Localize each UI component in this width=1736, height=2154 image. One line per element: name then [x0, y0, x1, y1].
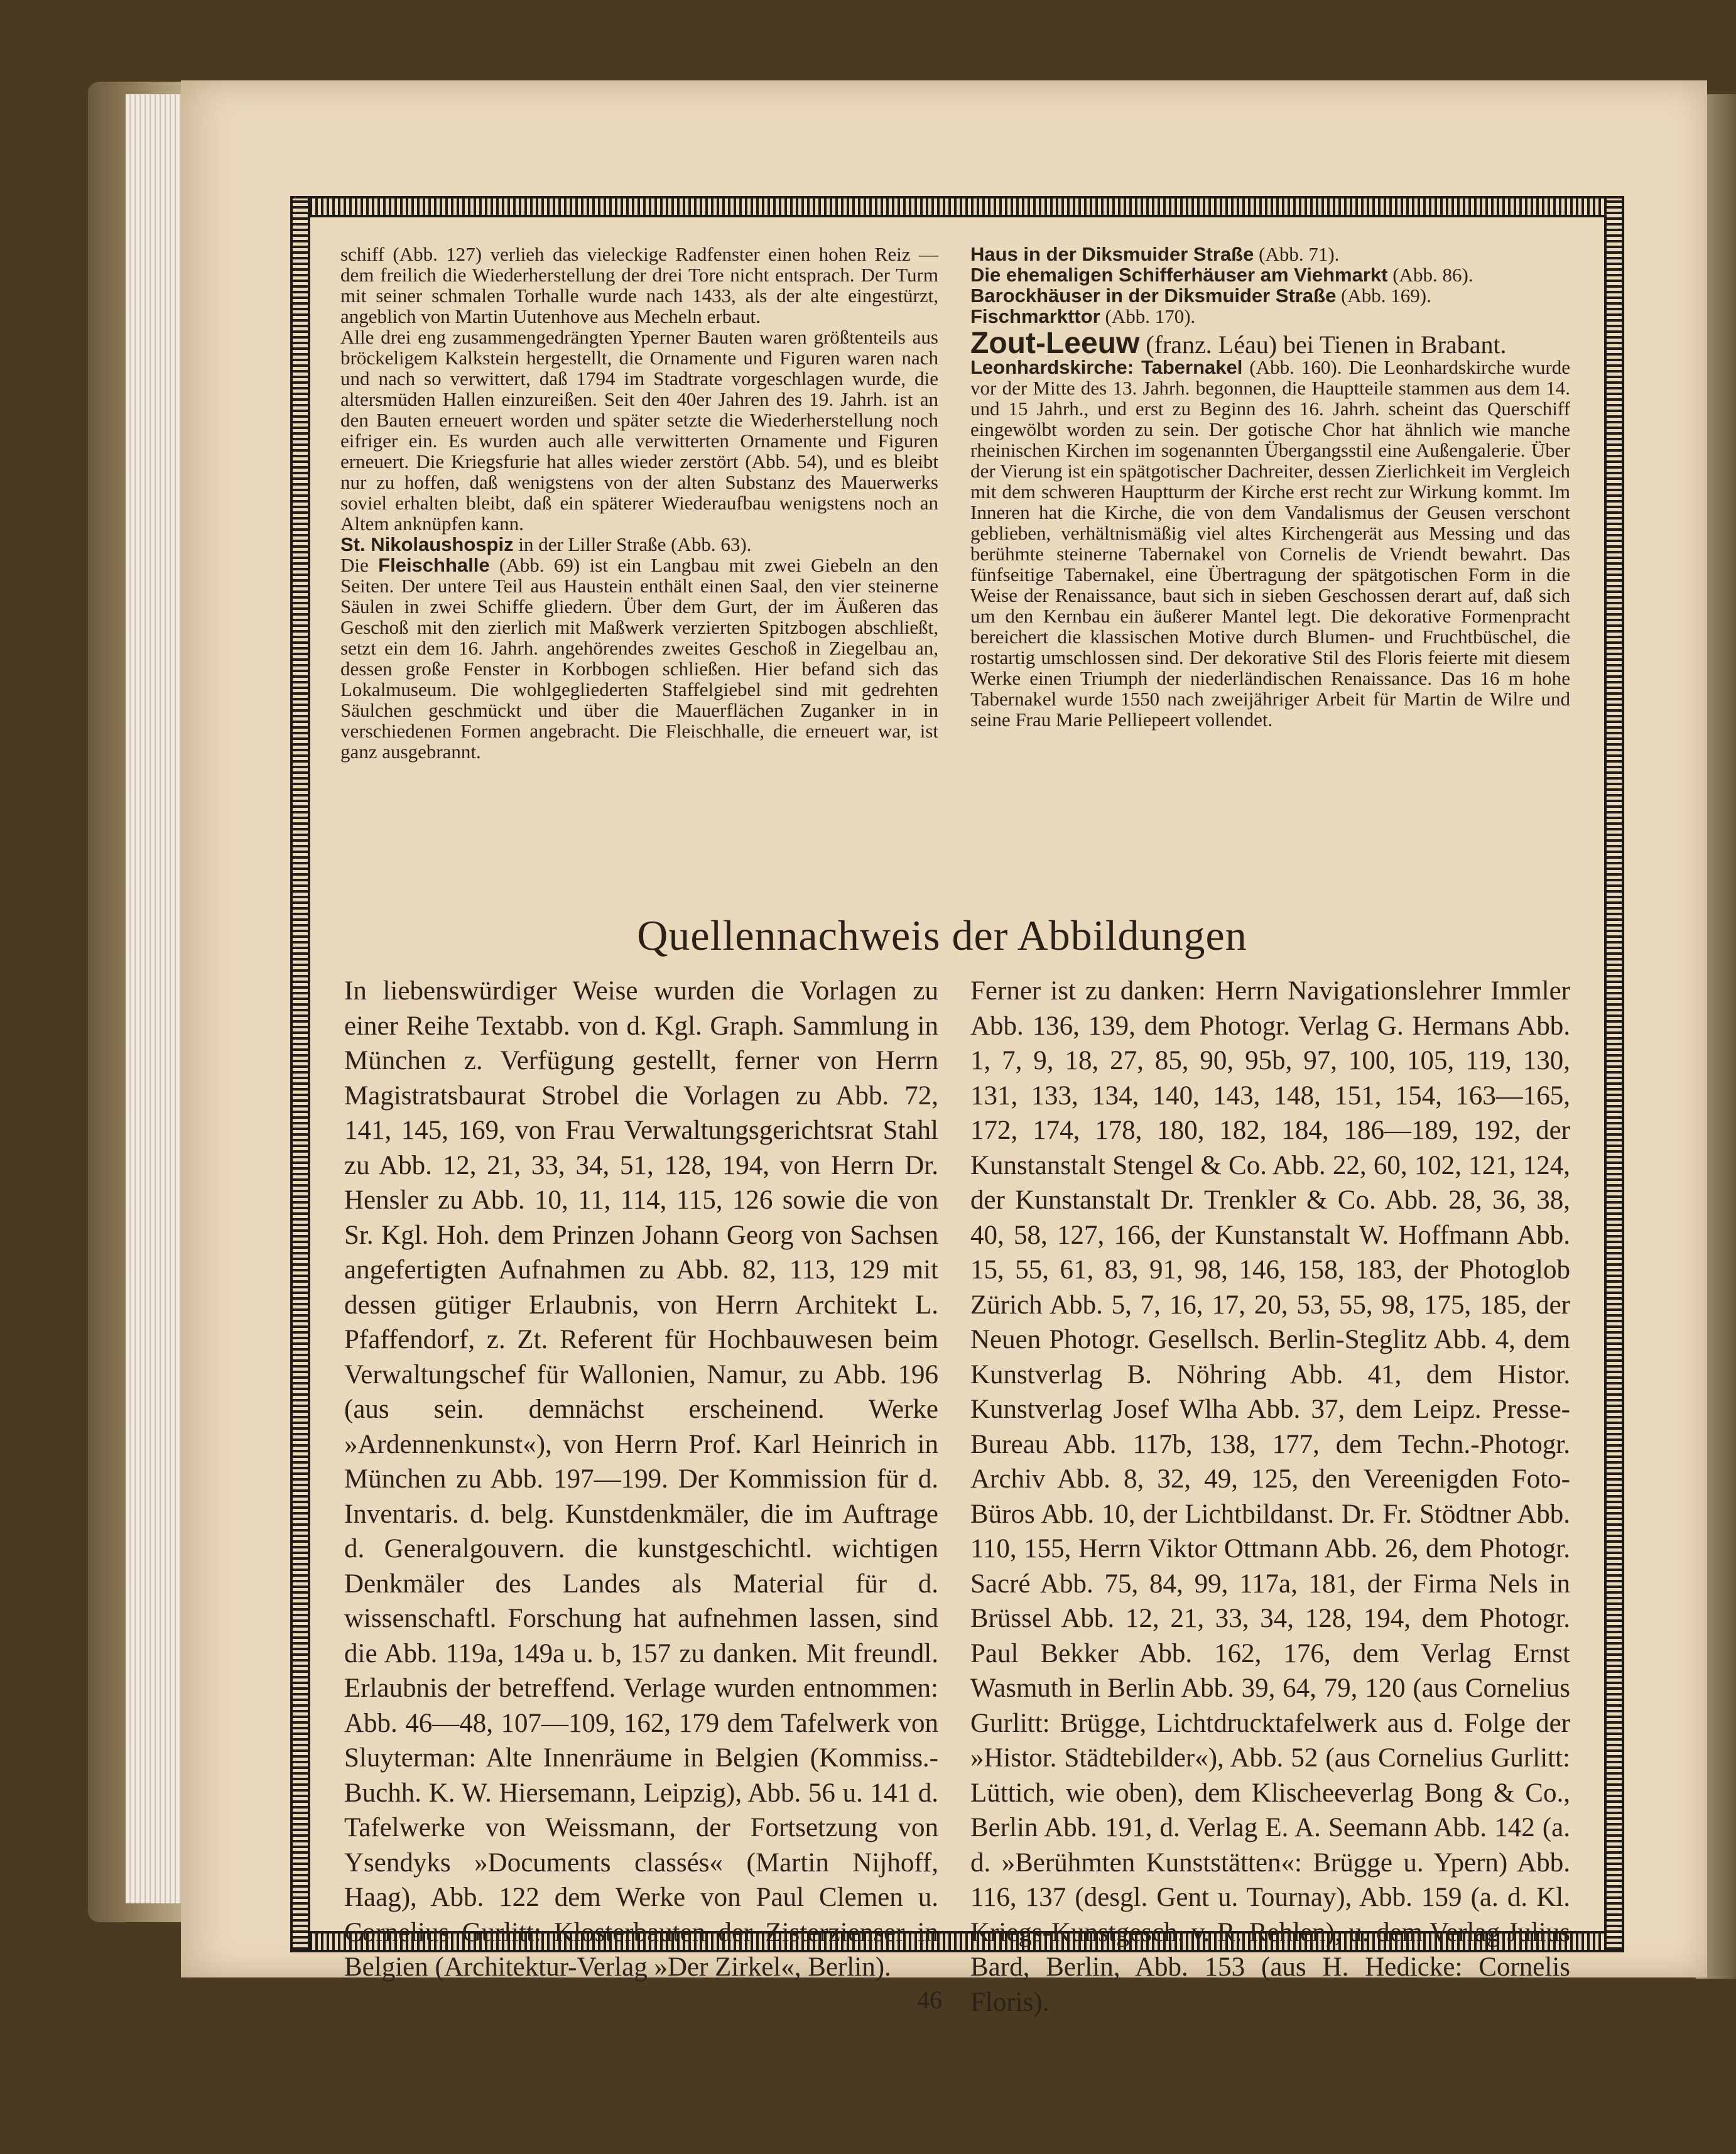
credits-left-column: [344, 974, 938, 1985]
paragraph: Die Fleischhalle (Abb. 69) ist ein Langbau mit zwei Giebeln an den Seiten. Der untere Teil aus Haustein enthält einen Saal, den vier steinerne Säulen in zwei Schiffe gliedern. Über dem Gurt, der im Äußeren das Geschoß mit den zierlich mit Maßwerk verzierten Spitzbogen abschließt, setzt ein dem 16. Jahrh. angehörendes zweites Geschoß in Ziegelbau an, dessen große Fenster in Korbbogen schließen. Hier befand sich das Lokalmuseum. Die wohlgegliederten Staffelgiebel sind mit gedrehten Säulchen geschmückt und über die Mauerflächen Zuganker in in verschiedenen Formen angebracht. Die Fleischhalle, die erneuert war, ist ganz ausgebrannt.: [340, 554, 938, 763]
entry: Die ehemaligen Schifferhäuser am Viehmarkt (Abb. 86).: [970, 264, 1473, 286]
section-heading: St. Nikolaushospiz: [340, 533, 514, 555]
frame-border-right: [1604, 196, 1624, 1952]
entry: Fischmarkttor (Abb. 170).: [970, 305, 1196, 327]
paragraph: Ferner ist zu danken: Herrn Navigationslehrer Immler Abb. 136, 139, dem Photogr. Verlag G. Hermans Abb. 1, 7, 9, 18, 27, 85, 90, 95b, 97, 100, 105, 119, 130, 131, 133, 134, 140, 143, 148, 151, 154, 163—165, 172, 174, 178, 180, 182, 184, 186—189, 192, der Kunstanstalt Stengel & Co. Abb. 22, 60, 102, 121, 124, der Kunstanstalt Dr. Trenkler & Co. Abb. 28, 36, 38, 40, 58, 127, 166, der Kunstanstalt W. Hoffmann Abb. 15, 55, 61, 83, 91, 98, 146, 158, 183, der Photoglob Zürich Abb. 5, 7, 16, 17, 20, 53, 55, 98, 175, 185, der Neuen Photogr. Gesellsch. Berlin-Steglitz Abb. 4, dem Kunstverlag B. Nöhring Abb. 41, dem Histor. Kunstverlag Josef Wlha Abb. 37, dem Leipz. Presse-Bureau Abb. 117b, 138, 177, dem Techn.-Photogr. Archiv Abb. 8, 32, 49, 125, den Vereenigden Foto-Büros Abb. 10, der Lichtbildanst. Dr. Fr. Stödtner Abb. 110, 155, Herrn Viktor Ottmann Abb. 26, dem Photogr. Sacré Abb. 75, 84, 99, 117a, 181, der Firma Nels in Brüssel Abb. 12, 21, 33, 34, 128, 194, dem Photogr. Paul Bekker Abb. 162, 176, dem Verlag Ernst Wasmuth in Berlin Abb. 39, 64, 79, 120 (aus Cornelius Gurlitt: Brügge, Lichtdrucktafelwerk aus d. Folge der »Histor. Städtebilder«), Abb. 52 (aus Cornelius Gurlitt: Lüttich, wie oben), dem Klischeeverlag Bong & Co., Berlin Abb. 191, d. Verlag E. A. Seemann Abb. 142 (a. d. »Berühmten Kunststätten«: Brügge u. Ypern) Abb. 116, 137 (desgl. Gent u. Tournay), Abb. 159 (a. d. Kl. Kriegs-Kunstgesch. v. R. Rehlen), u. dem Verlag Julius Bard, Berlin, Abb. 153 (aus H. Hedicke: Cornelis Floris).: [970, 976, 1570, 2017]
entry: Barockhäuser in der Diksmuider Straße (Abb. 169).: [970, 285, 1431, 307]
upper-right-column: [970, 244, 1570, 730]
paragraph: schiff (Abb. 127) verlieh das vieleckige Radfenster einen hohen Reiz — dem freilich die Wiederherstellung der drei Tore nicht entsprach. Der Turm mit seiner schmalen Torhalle wurde nach 1433, als der alte eingestürzt, angeblich von Martin Uutenhove aus Mecheln erbaut.: [340, 243, 938, 327]
entry: Zout-Leeuw (franz. Léau) bei Tienen in Brabant.: [970, 327, 1507, 360]
frame-border-left: [290, 196, 310, 1952]
section-heading: Fleischhalle: [378, 554, 490, 576]
page-heading: Quellennachweis der Abbildungen: [637, 911, 1247, 959]
credits-right-column: [970, 974, 1570, 2020]
frame-border-top: [290, 196, 1624, 217]
paragraph: St. Nikolaushospiz in der Liller Straße (Abb. 63).: [340, 533, 752, 555]
paragraph: Alle drei eng zusammengedrängten Yperner Bauten waren größtenteils aus bröckeligem Kalkstein hergestellt, die Ornamente und Figuren waren nach und nach so verwittert, daß 1794 im Stadtrate vorgeschlagen wurde, die altersmüden Hallen einzureißen. Seit den 40er Jahren des 19. Jahrh. ist an den Bauten erneuert worden und später setzte die Wiederherstellung noch eifriger ein. Es wurden auch alle verwitterten Ornamente und Figuren erneuert. Die Kriegsfurie hat alles wieder zerstört (Abb. 54), und es bleibt nur zu hoffen, daß wenigstens von der alten Substanz des Mauerwerks soviel erhalten bleibt, daß ein späterer Wiederaufbau wenigstens noch an Altem anknüpfen kann.: [340, 326, 938, 535]
entry: Haus in der Diksmuider Straße (Abb. 71).: [970, 243, 1340, 265]
upper-left-column: [340, 244, 938, 762]
section-heading: Zout-Leeuw: [970, 327, 1140, 360]
page-edges: [126, 94, 188, 1903]
paragraph: Leonhardskirche: Tabernakel (Abb. 160). Die Leonhardskirche wurde vor der Mitte des 13. Jahrh. begonnen, die Hauptteile stammen aus dem 14. und 15 Jahrh., und erst zu Beginn des 16. Jahrh. scheint das Querschiff eingewölbt worden zu sein. Der gotische Chor hat ähnlich wie manche rheinischen Kirchen im sogenannten Übergangsstil eine Außengalerie. Über der Vierung ist ein spätgotischer Dachreiter, dessen Zierlichkeit im Vergleich mit dem schweren Hauptturm der Kirche erst recht zur Wirkung kommt. Im Inneren hat die Kirche, die von dem Vandalismus der Geusen verschont geblieben, verhältnismäßig viel altes Kirchengerät aus Messing und das berühmte steinerne Tabernakel von Cornelis de Vriendt bewahrt. Das fünfseitige Tabernakel, eine Übertragung der spätgotischen Form in die Weise der Renaissance, baut sich in sieben Geschossen derart auf, daß sich um den Kernbau ein äußerer Mantel legt. Die dekorative Formenpracht bereichert die klassischen Motive durch Blumen- und Fruchtbüschel, die rostartig umschlossen sind. Der dekorative Stil des Floris feierte mit diesem Werke einen Triumph der niederländischen Renaissance. Das 16 m hohe Tabernakel wurde 1550 nach zweijähriger Arbeit für Martin de Wilre und seine Frau Marie Pelliepeert vollendet.: [970, 356, 1571, 731]
page-number: 46: [917, 1986, 942, 2014]
paragraph: In liebenswürdiger Weise wurden die Vorlagen zu einer Reihe Textabb. von d. Kgl. Graph. Sammlung in München z. Verfügung gestellt, ferner von Herrn Magistratsbaurat Strobel die Vorlagen zu Abb. 72, 141, 145, 169, von Frau Verwaltungsgerichtsrat Stahl zu Abb. 12, 21, 33, 34, 51, 128, 194, von Herrn Dr. Hensler zu Abb. 10, 11, 114, 115, 126 sowie die von Sr. Kgl. Hoh. dem Prinzen Johann Georg von Sachsen angefertigten Aufnahmen zu Abb. 82, 113, 129 mit dessen gütiger Erlaubnis, von Herrn Architekt L. Pfaffendorf, z. Zt. Referent für Hochbauwesen beim Verwaltungschef für Wallonien, Namur, zu Abb. 196 (aus sein. demnächst erscheinend. Werke »Ardennenkunst«), von Herrn Prof. Karl Heinrich in München zu Abb. 197—199. Der Kommission für d. Inventaris. d. belg. Kunstdenkmäler, die im Auftrage d. Generalgouvern. die kunstgeschichtl. wichtigen Denkmäler des Landes als Material für d. wissenschaftl. Forschung hat aufnehmen lassen, sind die Abb. 119a, 149a u. b, 157 zu danken. Mit freundl. Erlaubnis der betreffend. Verlage wurden entnommen: Abb. 46—48, 107—109, 162, 179 dem Tafelwerk von Sluyterman: Alte Innenräume in Belgien (Kommiss.-Buchh. K. W. Hiersemann, Leipzig), Abb. 56 u. 141 d. Tafelwerke von Weissmann, der Fortsetzung von Ysendyks »Documents classés« (Martin Nijhoff, Haag), Abb. 122 dem Werke von Paul Clemen u. Cornelius Gurlitt: Klosterbauten der Zisterzienser in Belgien (Architektur-Verlag »Der Zirkel«, Berlin).: [344, 976, 938, 1982]
